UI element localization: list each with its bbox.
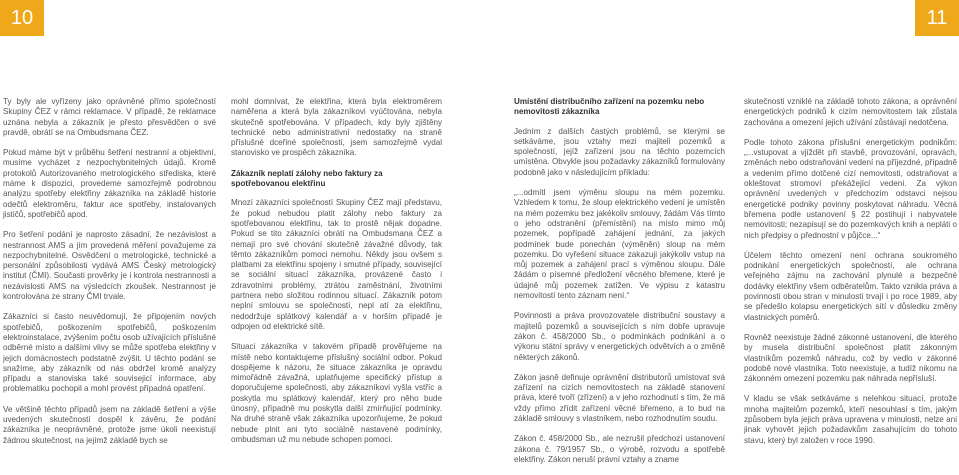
text-column-3 [514,97,725,475]
paragraph: Rovněž neexistuje žádné zákonné ustanovení, dle kterého by musela distribuční společnost platit zákonným vlastníkům pozemků náhradu, což by vedlo v zákonné podobě nové vlastníka. Toto neexistuje, a tudíž nikomu na zákonném omezení pozemku pak náhrada nepřísluší. [744,332,957,384]
paragraph: skutečnosti vzniklé na základě tohoto zákona, a oprávnění energetických podniků k cizím nemovitostem tak zůstala zachována a omezení jejich užívání zůstávají nedotčena. [744,97,957,127]
paragraph: Ve většině těchto případů jsem na základě šetření a výše uvedených skutečností dospěl k závěru, že podání zákazníka je neoprávněné, protože jsme úkoli neexistují žádnou skutečnost, na jejímž základě bych se [3,404,216,445]
paragraph: Ty byly ale vyřízeny jako oprávněné přímo společností Skupiny ČEZ v rámci reklamace. V případě, že reklamace uznána nebyla a zákazník je přesto přesvědčen o své pravdě, obrátí se na Ombudsmana ČEZ. [3,97,216,137]
paragraph: Situaci zákazníka v takovém případě prověřujeme na místě nebo kontaktujeme příslušný sociální odbor. Pokud dospějeme k názoru, že situace zákazníka je opravdu mimořádně závažná, uplatňujeme specifický přístup a doporučujeme společnosti, aby zákazníkovi vyšla vstříc a poskytla mu splátkový kalendář, který pro něho bude únosný, případně mu poskytla další zmírňující podmínky. Na druhé straně však zákazníka upozorňujeme, že pokud nebude plnit ani tyto sociálně nastavené podmínky, ombudsman už mu nebude schopen pomoci. [231,342,442,444]
paragraph: Účelem těchto omezení není ochrana soukromého podnikání energetických společností, ale ochrana veřejného zájmu na zachování plynulé a bezpečné dodávky elektřiny všem odběratelům. Takto vznikla práva a povinnosti obou stran v minulosti trvají i po roce 1989, aby se předešlo kolapsu energetických sítí v důsledku změny vlastnických poměrů. [744,250,957,322]
paragraph: mohl domnívat, že elektřina, která byla elektroměrem naměřena a která byla zákazníkovi vyúčtována, nebyla skutečně spotřebována. V případech, kdy byly zjištěny technické nebo administrativní nedostatky na straně příslušné dceřiné společnosti, jsem samozřejmě vydal stanovisko ve prospěch zákazníka. [231,97,442,158]
paragraph: Pro šetření podání je naprosto zásadní, že nezávislost a nestrannost AMS a jím provedená měření považujeme za nezpochybnitelné. Osvědčení o metrologické, technické a personální způsobilosti vydává AMS Český metrologický institut (ČMI). Současti prověrky je i kontrola nestrannosti a nezávislosti AMS na výsledcích zkoušek. Nestrannost je kontrolována ze strany ČMI trvale. [3,230,216,302]
text-column-4 [744,97,957,456]
page-number-left: 10 [0,0,44,36]
paragraph: V kladu se však setkáváme s nelehkou situací, protože mnoha majitelům pozemků, kteří nesouhlasí s tím, jakým způsobem byla jejich práva upravena v minulosti, nelze ani jinak vyhovět jejich požadavkům zasahujícím do tohoto stavu, který byl založen v roce 1990. [744,394,957,445]
paragraph: Zákazníci si často neuvědomují, že připojením nových spotřebičů, poškozením spotřebičů, poškozením elektroinstalace, zvýšením počtu osob užívajících příslušné odběrné místo a dalšími vlivy se může spotřeba elektřiny v jejich domácnostech podstatně zvýšit. U těchto podání se snažíme, aby zákazník od nás obdržel kromě analýzy případu a stanoviska také souvisejicí informace, aby problematiku pochopil a mohl provést případná opatření. [3,312,216,394]
paragraph: Jedním z dalších častých problémů, se kterými se setkáváme, jsou vztahy mezi majiteli pozemků a společností, jejíž zařízení jsou na těchto pozemcích umístěna. Obvykle jsou požadavky zákazníků formulovány podobně jako v následujícím příkladu: [514,126,725,177]
section-heading: Umístění distribučního zařízení na pozemku nebo nemovitosti zákazníka [514,97,705,117]
section-heading: Zákazník neplatí zálohy nebo faktury za spotřebovanou elektřinu [231,168,383,189]
paragraph: Zákon č. 458/2000 Sb., ale nezrušil předchozí ustanovení zákona č. 79/1957 Sb., o výrobě, rozvodu a spotřebě elektřiny. Zákon neruší právní vztahy a zname [514,434,725,464]
text-column-2 [231,97,442,455]
paragraph: Povinnosti a práva provozovatele distribuční soustavy a majitelů pozemků a souvisejících s ním dobře upravuje zákon č. 458/2000 Sb., o podmínkách podnikání a o výkonu státní správy v energetických odvětvích a o změně některých zákonů. [514,311,725,362]
paragraph: Mnozí zákazníci společností Skupiny ČEZ mají představu, že pokud nebudou platit zálohy nebo faktury za spotřebovanou elektřinu, tak to prostě nějak dopadne. Pokud se tito zákazníci obrátí na Ombudsmana ČEZ a nemají pro své chování skutečně závažné důvody, tak těmto zákazníkům pomoci nemohu. Někdy jsou ovšem s platbami za elektřinu spojeny i smutné případy, související se sociální situací zákazníka, provázené často i zdravotními problémy, ztrátou zaměstnání, životními partnera nebo složitou rodinnou situací. Zákazník potom neplní smlouvu se společností, nepl atí za elektřinu, nedodržuje splátkový kalendář a v horším případě je odpojen od elektrické sítě. [231,198,442,331]
paragraph: Zákon jasně definuje oprávnění distributorů umístovat svá zařízení na cizích nemovitostech na základě stanovení práva, které tvoří (zřízení) a v jeho rozhodnutí s tím, že má vždy přímo zřídit zařízení věcné břemeno, a to bud na základě smlouvy s vlastníkem, nebo rozhodnutím soudu. [514,372,725,424]
page-number-right: 11 [915,0,959,36]
quote-paragraph: Podle tohoto zákona příslušní energetickým podnikům: „...vstupovat a vjíždět při stavbě, provozování, opravách, změnách nebo odstraňování vedení na příjezdné, případně a vedením přímo dotčené cizí nemovitosti, odstraňovat a okleštovat stromoví překážející vedení. Za výkon oprávnění uvedených v předchozím odstavci nejsou energetické podniky povinny poskytovat náhradu. Věcná břemena podle ustanovení § 22 postihují i nabyvatele nemovitosti; nezapisují se do pozemkových knih a nepláti o nich předpisy o přednostní v půjčce...“ [744,137,957,240]
text-column-1 [3,97,216,456]
quote-paragraph: „...odmítl jsem výměnu sloupu na mém pozemku. Vzhledem k tomu, že sloup elektrického vedení je umístěn na mém pozemku bez jakékoliv smlouvy, žádám Vás tímto o jeho odstranění (přemístění) na místo mimo můj pozemek, popřípadě zahájení jednání, za jakých podmínek bude ponechán (výměněn) sloup na mém pozemku. Do vyřešení situace zakazuji jakýkoliv vstup na můj pozemek a zahájení prací s výměnou sloupu. Dále žádám o písemné předložení věcného břemene, které je údajně můj pozemek zatížen. Ve výpisu z katastru nemovitostí tento záznam není.“ [514,188,725,301]
paragraph: Pokud máme být v průběhu šetření nestranní a objektivní, musíme vycházet z nezpochybnitelných údajů. Kromě protokolů Autorizovaného metrologického střediska, které máme k dispozici, provedeme samozřejmě podrobnou analýzu spotřeby elektřiny zákazníka na základě historie odečtů elektroměru, faktur ace spotřeby, instalovaných jističů, spotřebičů apod. [3,148,216,219]
